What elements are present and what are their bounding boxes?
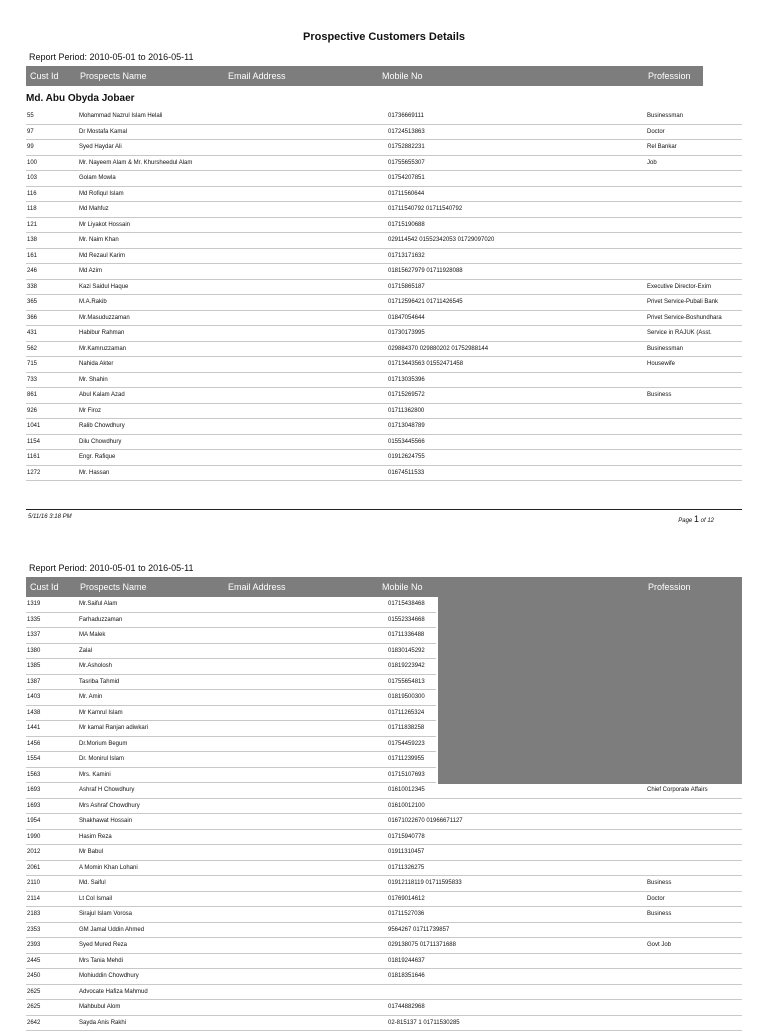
table-row [26, 721, 436, 737]
cust-id-cell: 99 [27, 144, 34, 150]
name-cell: Zalal [79, 648, 92, 654]
name-cell: A Momin Khan Lohani [79, 865, 138, 871]
col-email: Email Address [228, 71, 286, 81]
cust-id-cell: 861 [27, 392, 37, 398]
name-cell: Mr Firoz [79, 408, 101, 414]
table-row [26, 404, 742, 420]
table-row [26, 326, 742, 342]
table-row [26, 597, 436, 613]
cust-id-cell: 2012 [27, 849, 40, 855]
name-cell: Abul Kalam Azad [79, 392, 125, 398]
mobile-cell: 01711527036 [388, 911, 424, 917]
cust-id-cell: 926 [27, 408, 37, 414]
name-cell: Habibur Rahman [79, 330, 124, 336]
name-cell: GM Jamal Uddin Ahmed [79, 927, 144, 933]
name-cell: Md Rofiqul Islam [79, 191, 124, 197]
profession-cell: Housewife [647, 361, 675, 367]
name-cell: Kazi Saidul Haque [79, 284, 128, 290]
table-row [26, 690, 436, 706]
mobile-cell: 01911310457 [388, 849, 424, 855]
mobile-cell: 029114542 01552342053 01729097020 [388, 237, 494, 243]
mobile-cell: 01819244637 [388, 958, 425, 964]
cust-id-cell: 2114 [27, 896, 40, 902]
name-cell: Md Azim [79, 268, 102, 274]
mobile-cell: 01912118119 01711595833 [388, 880, 462, 886]
name-cell: Mr. Naim Khan [79, 237, 119, 243]
mobile-cell: 01610012100 [388, 803, 425, 809]
name-cell: Mr. Nayeem Alam & Mr. Khursheedul Alam [79, 160, 192, 166]
cust-id-cell: 1563 [27, 772, 40, 778]
table-row [26, 109, 742, 125]
report-title: Prospective Customers Details [0, 31, 768, 43]
profession-cell: Service in RAJUK (Asst. [647, 330, 712, 336]
cust-id-cell: 246 [27, 268, 37, 274]
name-cell: Mrs. Kamini [79, 772, 111, 778]
profession-cell: Business [647, 911, 671, 917]
table-row [26, 466, 742, 482]
mobile-cell: 01830145292 [388, 648, 425, 654]
table-row [26, 954, 742, 970]
table-row [26, 613, 436, 629]
profession-cell: Job [647, 160, 657, 166]
name-cell: Mr Liyakot Hossain [79, 222, 130, 228]
cust-id-cell: 97 [27, 129, 34, 135]
table-row [26, 845, 742, 861]
table-row [26, 675, 436, 691]
cust-id-cell: 1441 [27, 725, 40, 731]
page-number [678, 514, 714, 524]
col-email: Email Address [228, 582, 286, 592]
mobile-cell: 01715438468 [388, 601, 425, 607]
mobile-cell: 01819500300 [388, 694, 425, 700]
cust-id-cell: 138 [27, 237, 37, 243]
table-row [26, 373, 742, 389]
table-row [26, 737, 436, 753]
mobile-cell: 01819223942 [388, 663, 425, 669]
mobile-cell: 01671022670 01966671127 [388, 818, 463, 824]
table-row [26, 218, 742, 234]
mobile-cell: 01818351646 [388, 973, 425, 979]
col-mobile: Mobile No [382, 582, 423, 592]
cust-id-cell: 1161 [27, 454, 40, 460]
profession-cell: Privet Service-Pubali Bank [647, 299, 718, 305]
table-row [26, 907, 742, 923]
name-cell: Syed Mured Reza [79, 942, 127, 948]
mobile-cell: 01715190688 [388, 222, 425, 228]
name-cell: Lt Col Ismail [79, 896, 112, 902]
profession-cell: Executive Director-Exim [647, 284, 711, 290]
mobile-cell: 01769014612 [388, 896, 425, 902]
cust-id-cell: 1693 [27, 787, 40, 793]
name-cell: M.A.Rakib [79, 299, 107, 305]
name-cell: Hasim Reza [79, 834, 112, 840]
name-cell: Advocate Hafiza Mahmud [79, 989, 148, 995]
cust-id-cell: 121 [27, 222, 37, 228]
name-cell: Mr kamal Ranjan adiwkari [79, 725, 148, 731]
mobile-cell: 01730173995 [388, 330, 425, 336]
table-row [26, 171, 742, 187]
cust-id-cell: 1387 [27, 679, 40, 685]
profession-cell: Doctor [647, 129, 665, 135]
table-row [26, 923, 742, 939]
name-cell: Shakhawat Hossain [79, 818, 132, 824]
table-row [26, 202, 742, 218]
mobile-cell: 01711326275 [388, 865, 424, 871]
table-row [26, 264, 742, 280]
cust-id-cell: 715 [27, 361, 37, 367]
cust-id-cell: 2642 [27, 1020, 40, 1026]
table-row [26, 752, 436, 768]
col-profession: Profession [648, 582, 691, 592]
cust-id-cell: 365 [27, 299, 37, 305]
col-prospects-name: Prospects Name [80, 582, 147, 592]
table-row [26, 311, 742, 327]
mobile-cell: 029884370 029880202 01752988144 [388, 346, 488, 352]
report-period: Report Period: 2010-05-01 to 2016-05-11 [29, 563, 193, 573]
name-cell: Mohiuddin Chowdhury [79, 973, 139, 979]
cust-id-cell: 161 [27, 253, 37, 259]
mobile-cell: 01744882968 [388, 1004, 425, 1010]
name-cell: Mr. Hassan [79, 470, 109, 476]
name-cell: Mrs Ashraf Chowdhury [79, 803, 140, 809]
cust-id-cell: 562 [27, 346, 37, 352]
name-cell: Dr Mostafa Kamal [79, 129, 127, 135]
table-header [26, 66, 703, 86]
table-row [26, 1000, 742, 1016]
cust-id-cell: 1272 [27, 470, 40, 476]
mobile-cell: 01711838258 [388, 725, 424, 731]
cust-id-cell: 338 [27, 284, 37, 290]
mobile-cell: 01713443563 01552471458 [388, 361, 463, 367]
profession-cell: Govt Job [647, 942, 671, 948]
footer-date: 5/11/16 3:18 PM [28, 514, 72, 520]
mobile-cell: 01711540792 01711540792 [388, 206, 462, 212]
cust-id-cell: 2625 [27, 989, 40, 995]
mobile-cell: 01755655307 [388, 160, 425, 166]
mobile-cell: 01713035396 [388, 377, 425, 383]
name-cell: Mr Babul [79, 849, 103, 855]
mobile-cell: 01752882231 [388, 144, 425, 150]
cust-id-cell: 733 [27, 377, 37, 383]
table-row [26, 295, 742, 311]
cust-id-cell: 118 [27, 206, 37, 212]
cust-id-cell: 1403 [27, 694, 40, 700]
table-row [26, 125, 742, 141]
name-cell: Engr. Rafique [79, 454, 115, 460]
col-mobile: Mobile No [382, 71, 423, 81]
cust-id-cell: 1319 [27, 601, 40, 607]
profession-cell: Privet Service-Boshundhara [647, 315, 722, 321]
mobile-cell: 01715269572 [388, 392, 425, 398]
mobile-cell: 01715940778 [388, 834, 425, 840]
table-row [26, 280, 742, 296]
table-row [26, 450, 742, 466]
name-cell: Mr. Shahin [79, 377, 108, 383]
cust-id-cell: 1154 [27, 439, 40, 445]
table-row [26, 233, 742, 249]
name-cell: Mr Kamrul Islam [79, 710, 123, 716]
group-heading: Md. Abu Obyda Jobaer [26, 93, 135, 104]
table-row [26, 187, 742, 203]
cust-id-cell: 2183 [27, 911, 40, 917]
cust-id-cell: 116 [27, 191, 37, 197]
footer-divider [26, 509, 742, 510]
mobile-cell: 01674511533 [388, 470, 424, 476]
cust-id-cell: 100 [27, 160, 37, 166]
cust-id-cell: 1438 [27, 710, 40, 716]
mobile-cell: 01724513863 [388, 129, 425, 135]
profession-cell: Businessman [647, 113, 683, 119]
table-row [26, 830, 742, 846]
name-cell: Dr.Morium Begum [79, 741, 127, 747]
mobile-cell: 01755654813 [388, 679, 425, 685]
table-row [26, 435, 742, 451]
cust-id-cell: 103 [27, 175, 37, 181]
mobile-cell: 01713171632 [388, 253, 425, 259]
cust-id-cell: 1954 [27, 818, 40, 824]
name-cell: Mr.Saiful Alam [79, 601, 117, 607]
table-row [26, 388, 742, 404]
cust-id-cell: 1693 [27, 803, 40, 809]
mobile-cell: 01713048789 [388, 423, 425, 429]
table-row [26, 706, 436, 722]
mobile-cell: 9564267 01711739857 [388, 927, 449, 933]
cust-id-cell: 366 [27, 315, 37, 321]
col-cust-id: Cust Id [30, 71, 59, 81]
table-row [26, 140, 742, 156]
cust-id-cell: 2450 [27, 973, 40, 979]
mobile-cell: 01552334668 [388, 617, 425, 623]
report-period: Report Period: 2010-05-01 to 2016-05-11 [29, 52, 193, 62]
table-row [26, 419, 742, 435]
name-cell: Dilu Chowdhury [79, 439, 121, 445]
profession-cell: Business [647, 392, 671, 398]
profession-cell: Business [647, 880, 671, 886]
mobile-cell: 01736669111 [388, 113, 424, 119]
table-row [26, 156, 742, 172]
table-row [26, 1016, 742, 1031]
table-row [26, 799, 742, 815]
table-row [26, 357, 742, 373]
mobile-cell: 01711362800 [388, 408, 424, 414]
table-row [26, 249, 742, 265]
name-cell: Mr.Kamruzzaman [79, 346, 126, 352]
table-row [26, 969, 742, 985]
name-cell: Mahbubul Alom [79, 1004, 120, 1010]
cust-id-cell: 1554 [27, 756, 40, 762]
mobile-cell: 01711265324 [388, 710, 424, 716]
table-row [26, 876, 742, 892]
mobile-cell: 01754207851 [388, 175, 425, 181]
cust-id-cell: 2393 [27, 942, 40, 948]
table-row [26, 938, 742, 954]
name-cell: Md Mahfuz [79, 206, 109, 212]
mobile-cell: 01610012345 [388, 787, 425, 793]
table-row [26, 628, 436, 644]
name-cell: Mr.Asholosh [79, 663, 112, 669]
mobile-cell: 01712596421 01711426545 [388, 299, 463, 305]
name-cell: Farhaduzzaman [79, 617, 122, 623]
cust-id-cell: 55 [27, 113, 34, 119]
table-row [26, 814, 742, 830]
table-row [26, 892, 742, 908]
name-cell: Sayda Anis Rakhi [79, 1020, 126, 1026]
mobile-cell: 029138075 01711371688 [388, 942, 456, 948]
name-cell: Tasriba Tahmid [79, 679, 119, 685]
name-cell: Md Rezaul Karim [79, 253, 125, 259]
cust-id-cell: 2445 [27, 958, 40, 964]
cust-id-cell: 1380 [27, 648, 40, 654]
name-cell: Dr. Monirul Islam [79, 756, 124, 762]
profession-cell: Chief Corporate Affairs [647, 787, 708, 793]
name-cell: Nahida Akter [79, 361, 113, 367]
page-total: 12 [707, 518, 714, 524]
name-cell: MA Malek [79, 632, 105, 638]
table-header [26, 577, 742, 597]
mobile-cell: 01847054644 [388, 315, 425, 321]
table-row [26, 985, 742, 1001]
name-cell: Mrs Tania Mehdi [79, 958, 123, 964]
cust-id-cell: 431 [27, 330, 37, 336]
table-body [26, 109, 742, 481]
table-row [26, 644, 436, 660]
cust-id-cell: 2625 [27, 1004, 40, 1010]
name-cell: Mr.Masuduzzaman [79, 315, 130, 321]
name-cell: Ashraf H Chowdhury [79, 787, 134, 793]
mobile-cell: 01715107693 [388, 772, 425, 778]
profession-cell: Businessman [647, 346, 683, 352]
table-row [26, 768, 436, 784]
col-profession: Profession [648, 71, 691, 81]
profession-cell: Rel Bankar [647, 144, 677, 150]
cust-id-cell: 2061 [27, 865, 40, 871]
name-cell: Mohammad Nazrul Islam Helali [79, 113, 162, 119]
mobile-cell: 01711239955 [388, 756, 424, 762]
name-cell: Syed Haydar Ali [79, 144, 122, 150]
name-cell: Golam Mowla [79, 175, 116, 181]
cust-id-cell: 1990 [27, 834, 40, 840]
mobile-cell: 01711336488 [388, 632, 424, 638]
name-cell: Ralib Chowdhury [79, 423, 125, 429]
table-row [26, 861, 742, 877]
mobile-cell: 01754459223 [388, 741, 425, 747]
cust-id-cell: 2353 [27, 927, 40, 933]
name-cell: Md. Saiful [79, 880, 106, 886]
cust-id-cell: 1385 [27, 663, 40, 669]
profession-cell: Doctor [647, 896, 665, 902]
cust-id-cell: 1041 [27, 423, 40, 429]
cust-id-cell: 1335 [27, 617, 40, 623]
col-cust-id: Cust Id [30, 582, 59, 592]
mobile-cell: 02-815137 1 01711530285 [388, 1020, 460, 1026]
col-prospects-name: Prospects Name [80, 71, 147, 81]
mobile-cell: 01711560644 [388, 191, 424, 197]
name-cell: Sirajul Islam Vorosa [79, 911, 132, 917]
mobile-cell: 01815627979 01711928088 [388, 268, 463, 274]
page-of: of [701, 518, 706, 524]
table-row [26, 659, 436, 675]
name-cell: Mr. Amin [79, 694, 102, 700]
page-prefix: Page [678, 518, 692, 524]
table-body [26, 597, 742, 1031]
table-row [26, 783, 742, 799]
table-row [26, 342, 742, 358]
mobile-cell: 01715865187 [388, 284, 425, 290]
mobile-cell: 01553445566 [388, 439, 425, 445]
cust-id-cell: 1456 [27, 741, 40, 747]
mobile-cell: 01912624755 [388, 454, 425, 460]
cust-id-cell: 2110 [27, 880, 40, 886]
page-current: 1 [694, 514, 699, 524]
cust-id-cell: 1337 [27, 632, 40, 638]
